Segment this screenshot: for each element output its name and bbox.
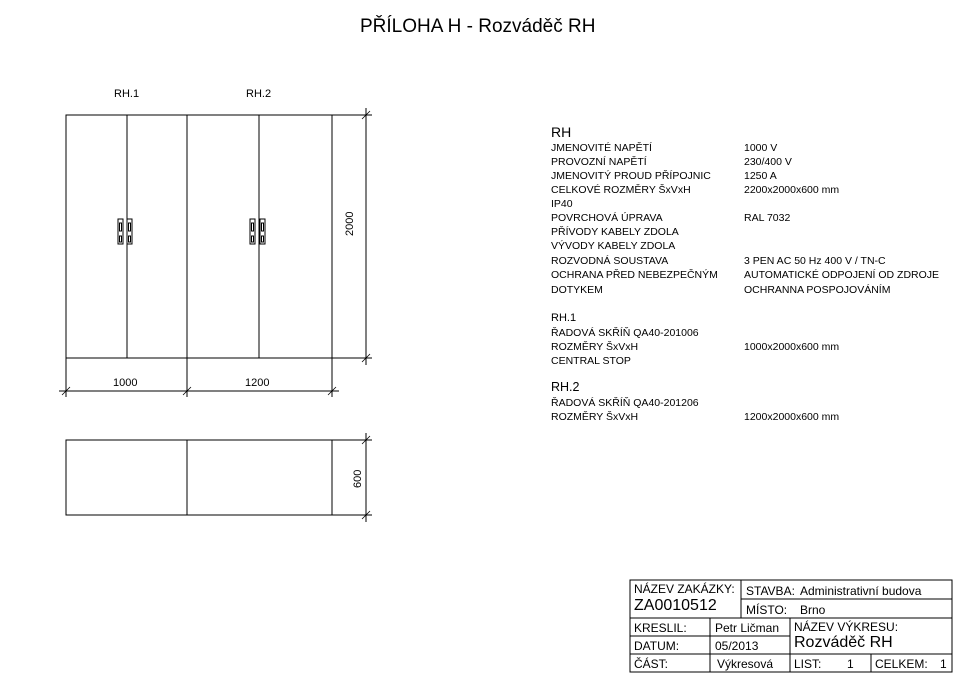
rh1-heading: RH.1 <box>551 312 577 324</box>
cabinet-rh1-top <box>66 440 187 515</box>
cabinet-rh2-top <box>187 440 332 515</box>
spec-label: VÝVODY KABELY ZDOLA <box>551 240 676 252</box>
width-dimension-label-rh1: 1000 <box>113 377 138 389</box>
spec-label: PŘÍVODY KABELY ZDOLA <box>551 226 679 238</box>
building-label: STAVBA: <box>746 584 795 598</box>
rh1-type: ŘADOVÁ SKŘÍŇ QA40-201006 <box>551 327 699 339</box>
spec-value: 3 PEN AC 50 Hz 400 V / TN-C <box>744 255 886 267</box>
rh1-dims-label: ROZMĚRY ŠxVxH <box>551 341 639 353</box>
rh1-central-stop: CENTRAL STOP <box>551 355 631 367</box>
sheet-label: LIST: <box>794 657 822 671</box>
part-label: ČÁST: <box>634 657 669 671</box>
date-value: 05/2013 <box>715 639 759 653</box>
cabinet-label-rh2: RH.2 <box>246 88 272 100</box>
spec-label: PROVOZNÍ NAPĚTÍ <box>551 156 647 168</box>
spec-value: OCHRANNA POSPOJOVÁNÍM <box>744 284 891 296</box>
part-value: Výkresová <box>717 657 774 671</box>
spec-label: POVRCHOVÁ ÚPRAVA <box>551 212 663 224</box>
total-label: CELKEM: <box>875 657 928 671</box>
place-value: Brno <box>800 603 826 617</box>
sheet-value: 1 <box>847 657 854 671</box>
height-dimension <box>332 108 372 365</box>
spec-label: CELKOVÉ ROZMĚRY ŠxVxH <box>551 184 691 196</box>
rh2-dims-value: 1200x2000x600 mm <box>744 411 840 423</box>
rh2-dims-label: ROZMĚRY ŠxVxH <box>551 411 639 423</box>
door-handle-rh2-icon <box>250 219 265 244</box>
total-value: 1 <box>940 657 947 671</box>
spec-label: ROZVODNÁ SOUSTAVA <box>551 255 669 267</box>
width-dimension <box>59 358 339 397</box>
rh2-type: ŘADOVÁ SKŘÍŇ QA40-201206 <box>551 397 699 409</box>
cabinet-label-rh1: RH.1 <box>114 88 140 100</box>
spec-label: JMENOVITÝ PROUD PŘÍPOJNIC <box>551 170 711 182</box>
drawn-by-value: Petr Ličman <box>715 621 780 635</box>
place-label: MÍSTO: <box>746 603 788 617</box>
drawing-name-label: NÁZEV VÝKRESU: <box>794 620 899 634</box>
date-label: DATUM: <box>634 639 680 653</box>
order-number: ZA0010512 <box>634 597 717 614</box>
door-handle-rh1-icon <box>118 219 132 244</box>
spec-value: RAL 7032 <box>744 212 791 224</box>
rh1-dims-value: 1000x2000x600 mm <box>744 341 840 353</box>
spec-label: OCHRANA PŘED NEBEZPEČNÝM <box>551 269 718 281</box>
height-dimension-label: 2000 <box>344 211 356 236</box>
spec-value: AUTOMATICKÉ ODPOJENÍ OD ZDROJE <box>744 269 940 281</box>
rh2-heading: RH.2 <box>551 380 580 394</box>
spec-value: 230/400 V <box>744 156 792 168</box>
depth-dimension-label: 600 <box>352 469 364 488</box>
spec-heading: RH <box>551 124 572 140</box>
drawn-by-label: KRESLIL: <box>634 621 687 635</box>
page-title: PŘÍLOHA H - Rozváděč RH <box>360 16 596 37</box>
building-value: Administrativní budova <box>800 584 922 598</box>
order-label: NÁZEV ZAKÁZKY: <box>634 582 735 596</box>
drawing-name-value: Rozváděč RH <box>794 634 893 651</box>
width-dimension-label-rh2: 1200 <box>245 377 270 389</box>
spec-label: IP40 <box>551 198 573 210</box>
spec-value: 1250 A <box>744 170 777 182</box>
spec-value: 1000 V <box>744 142 778 154</box>
spec-label: DOTYKEM <box>551 284 603 296</box>
dimension-ticks <box>62 111 370 519</box>
spec-label: JMENOVITÉ NAPĚTÍ <box>551 142 652 154</box>
spec-value: 2200x2000x600 mm <box>744 184 840 196</box>
